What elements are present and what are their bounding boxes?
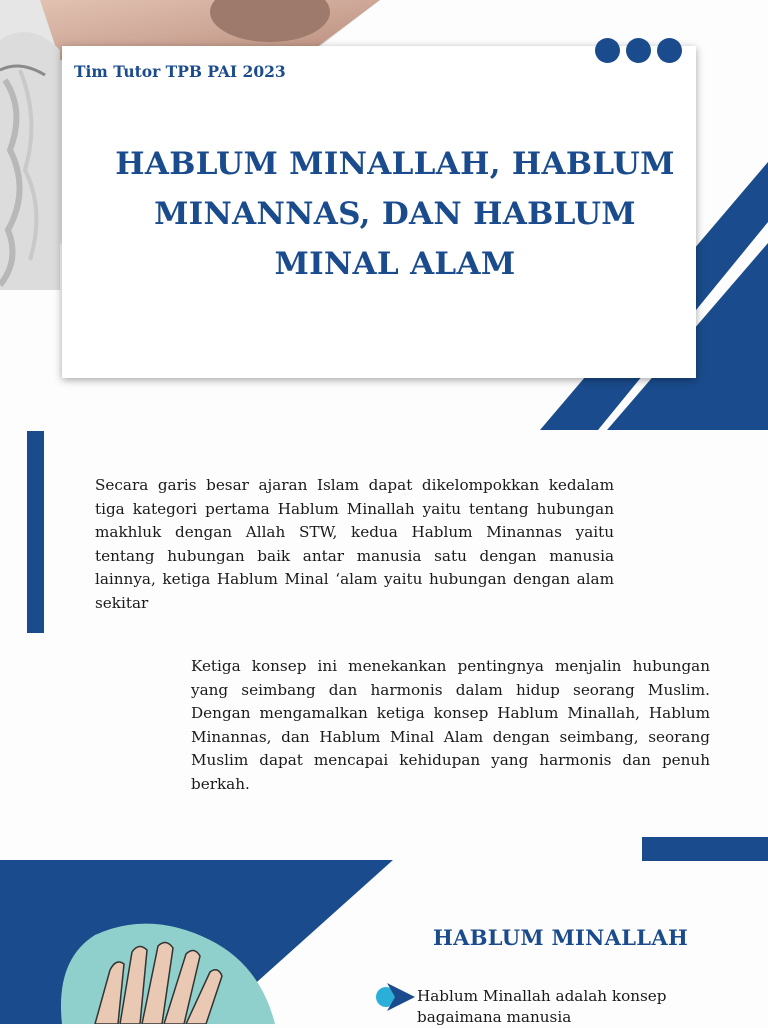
bullet-text: Hablum Minallah adalah konsep bagaimana manusia xyxy=(417,987,667,1026)
right-accent-bar xyxy=(642,837,768,861)
arrow-bullet-icon xyxy=(375,980,417,1014)
title-card xyxy=(62,46,696,378)
dot-icon xyxy=(626,38,651,63)
page-title: HABLUM MINALLAH, HABLUM MINANNAS, DAN HABLUM MINAL ALAM xyxy=(115,146,675,282)
side-accent-bar xyxy=(27,431,44,633)
dot-icon xyxy=(657,38,682,63)
author-label: Tim Tutor TPB PAI 2023 xyxy=(74,62,286,81)
three-dots-decoration xyxy=(595,38,682,63)
dot-icon xyxy=(595,38,620,63)
section-title: HABLUM MINALLAH xyxy=(433,925,689,950)
bottom-decoration xyxy=(0,860,400,1024)
summary-paragraph: Ketiga konsep ini menekankan pentingnya menjalin hubungan yang seimbang dan harmonis dalam hidup seorang Muslim. Dengan mengamalkan ketiga konsep Hablum Minallah, Hablum Minannas, dan Hablum Minal Alam dengan seimbang, seorang Muslim dapat mencapai kehidupan yang harmonis dan penuh berkah. xyxy=(191,657,710,793)
intro-paragraph: Secara garis besar ajaran Islam dapat dikelompokkan kedalam tiga kategori pertama Hablum Minallah yaitu tentang hubungan makhluk dengan Allah STW, kedua Hablum Minannas yaitu tentang hubungan baik antar manusia satu dengan manusia lainnya, ketiga Hablum Minal ‘alam yaitu hubungan dengan alam sekitar xyxy=(95,476,614,612)
